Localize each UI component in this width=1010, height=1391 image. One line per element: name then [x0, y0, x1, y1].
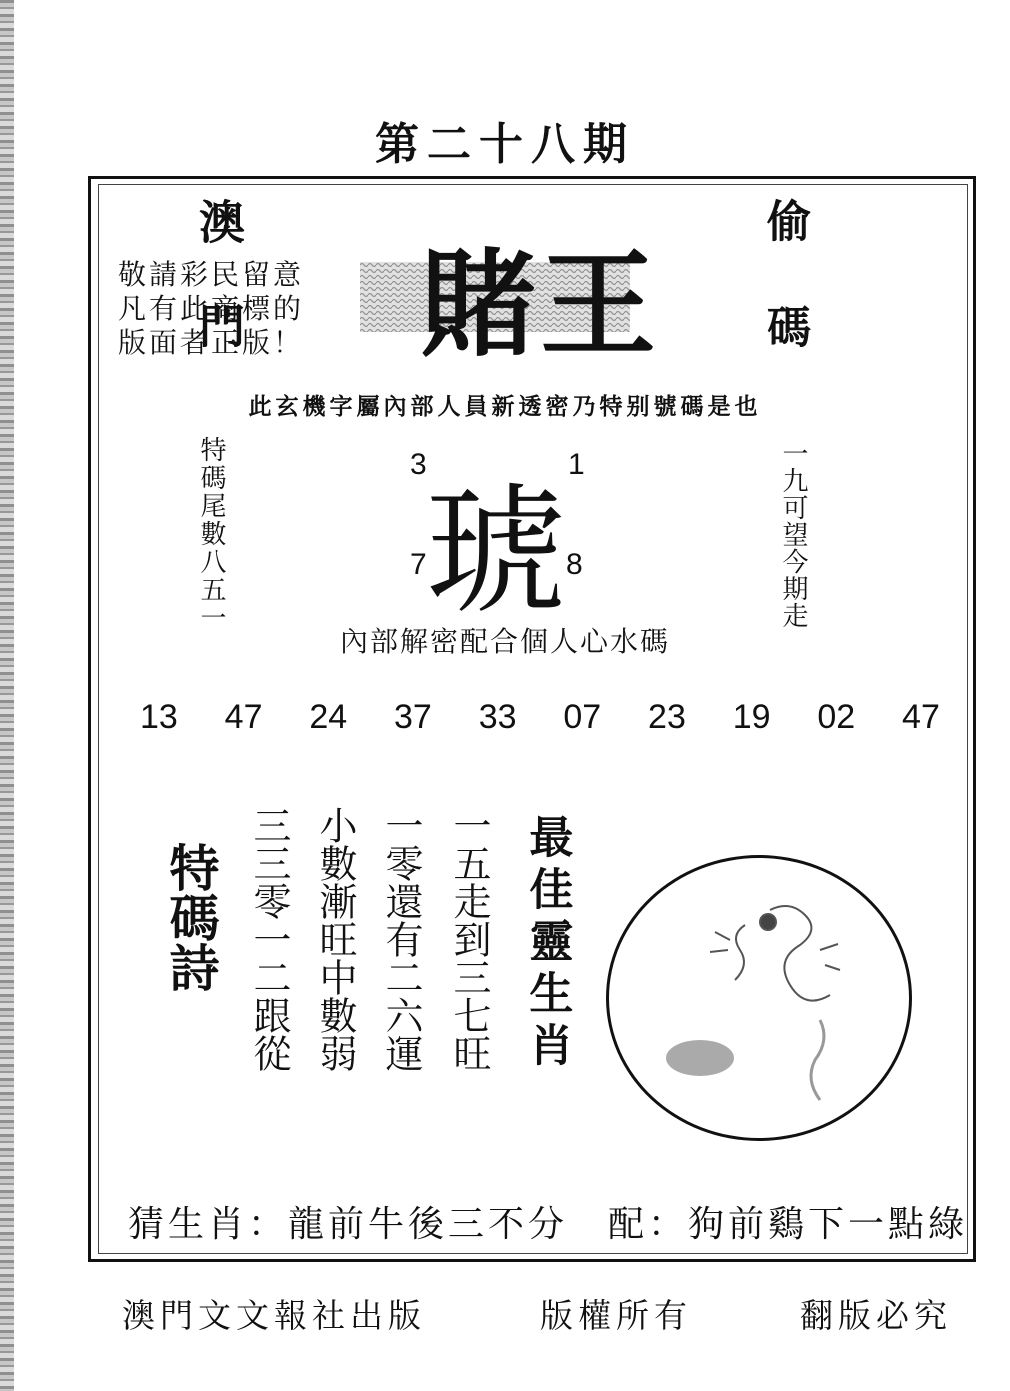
side-label-left: 澳門 [192, 198, 246, 406]
number: 33 [478, 698, 517, 736]
number: 13 [140, 698, 178, 736]
corner-digit-bottom-left: 7 [410, 548, 427, 581]
number: 07 [563, 698, 602, 736]
corner-digit-top-left: 3 [410, 448, 427, 481]
number: 47 [902, 698, 940, 736]
notice-line: 凡有此商標的 [118, 292, 305, 325]
number: 24 [309, 698, 348, 736]
riddle-character: 琥 [426, 471, 567, 634]
scan-edge [0, 0, 14, 1391]
subcaption: 內部解密配合個人心水碼 [339, 625, 670, 658]
best-zodiac-label: 最佳靈生肖 [521, 814, 573, 1074]
brand-title: 賭王 [420, 238, 660, 373]
issue-number: 第二十八期 [375, 119, 635, 170]
piracy-warning: 翻版必究 [800, 1296, 952, 1335]
number: 19 [732, 698, 771, 736]
number: 37 [394, 698, 432, 736]
description: 此玄機字屬內部人員新透密乃特别號碼是也 [248, 393, 762, 420]
side-label-right: 偷碼 [759, 198, 810, 410]
poem-line: 三三零一二跟從 [247, 806, 291, 1072]
number: 23 [648, 698, 686, 736]
notice-line: 版面者正版！ [118, 326, 305, 359]
poem-line: 小數漸旺中數弱 [313, 806, 357, 1072]
publisher: 澳門文文報社出版 [122, 1296, 426, 1335]
dragon-illustration [650, 880, 890, 1110]
corner-digit-bottom-right: 8 [566, 548, 583, 581]
number: 47 [224, 698, 263, 736]
corner-digit-top-right: 1 [568, 448, 585, 481]
poem-line: 一五走到三七旺 [447, 806, 491, 1072]
number-row [140, 698, 940, 737]
expectation-note: 一九可望今期走 [778, 440, 808, 629]
tail-digits-note: 特碼尾數八五一 [196, 436, 226, 632]
notice-line: 敬請彩民留意 [118, 258, 305, 291]
notice-text [118, 258, 348, 360]
poem-line: 一零還有二六運 [379, 806, 423, 1072]
copyright: 版權所有 [540, 1296, 692, 1335]
number: 02 [817, 698, 856, 736]
zodiac-guess: 猜生肖：龍前牛後三不分 配：狗前鷄下一點綠 [128, 1204, 969, 1245]
poem-title: 特碼詩 [161, 842, 221, 992]
